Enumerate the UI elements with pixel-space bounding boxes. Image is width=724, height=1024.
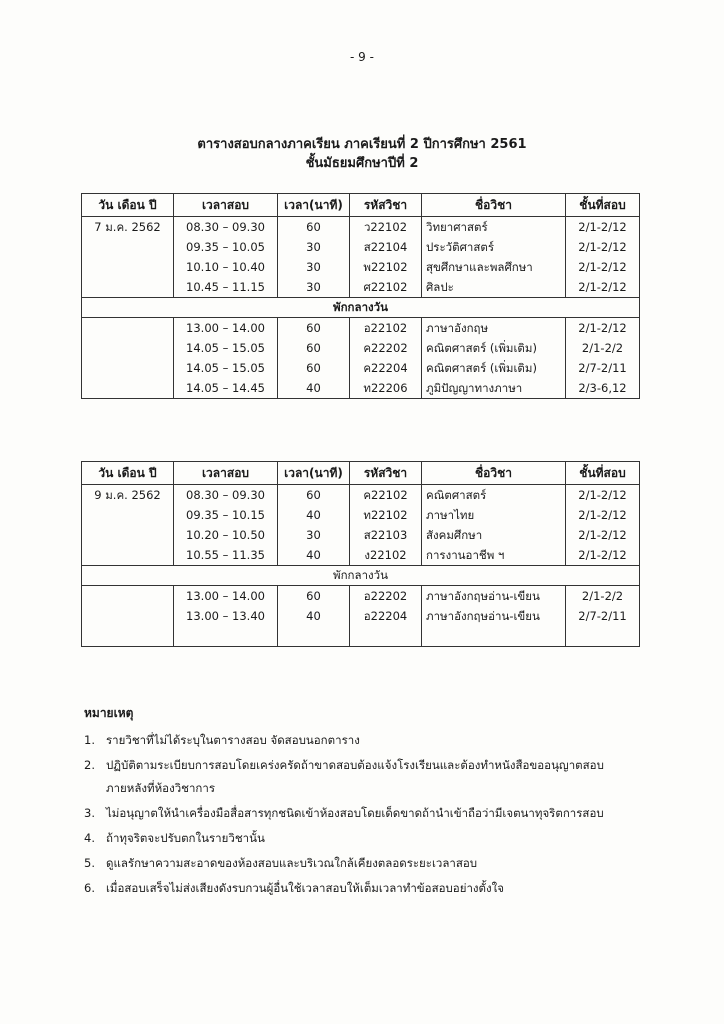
table-row <box>82 586 640 607</box>
note-text: ไม่อนุญาตให้นำเครื่องมือสื่อสารทุกชนิดเข้าห้องสอบโดยเด็ดขาดถ้านำเข้าถือว่ามีเจตนาทุจริตการสอบ <box>106 806 604 820</box>
header-date: วัน เดือน ปี <box>82 194 174 217</box>
subject-code: อ22204 <box>350 606 422 626</box>
table-row <box>82 217 640 238</box>
subject-name: ภาษาไทย <box>422 505 566 525</box>
table-row <box>82 237 640 257</box>
table-row <box>82 485 640 506</box>
subject-code: ท22206 <box>350 378 422 399</box>
note-number: 6. <box>84 881 95 895</box>
exam-time: 10.10 – 10.40 <box>174 257 278 277</box>
subject-code: พ22102 <box>350 257 422 277</box>
header-class: ชั้นที่สอบ <box>566 194 640 217</box>
header-time: เวลาสอบ <box>174 194 278 217</box>
table-row <box>82 318 640 339</box>
note-text: รายวิชาที่ไม่ได้ระบุในตารางสอบ จัดสอบนอกตาราง <box>106 733 360 747</box>
lunch-break-row <box>82 298 640 318</box>
subject-name: คณิตศาสตร์ <box>422 485 566 506</box>
table-row <box>82 338 640 358</box>
subject-code: ศ22102 <box>350 277 422 298</box>
subject-name: การงานอาชีพ ฯ <box>422 545 566 566</box>
subject-code: ค22202 <box>350 338 422 358</box>
lunch-break-row <box>82 566 640 586</box>
subject-name: วิทยาศาสตร์ <box>422 217 566 238</box>
exam-minutes: 30 <box>278 277 350 298</box>
table-row <box>82 505 640 525</box>
exam-minutes: 60 <box>278 586 350 607</box>
table-header-row <box>82 462 640 485</box>
subject-name: ภาษาอังกฤษ <box>422 318 566 339</box>
exam-time: 10.20 – 10.50 <box>174 525 278 545</box>
exam-class: 2/1-2/12 <box>566 217 640 238</box>
exam-date: 7 ม.ค. 2562 <box>82 217 174 238</box>
exam-schedule-table-day2 <box>81 461 640 647</box>
exam-class: 2/1-2/12 <box>566 525 640 545</box>
note-text: เมื่อสอบเสร็จไม่ส่งเสียงดังรบกวนผู้อื่นใช้เวลาสอบให้เต็มเวลาทำข้อสอบอย่างตั้งใจ <box>106 881 504 895</box>
exam-minutes: 60 <box>278 338 350 358</box>
subject-name: ศิลปะ <box>422 277 566 298</box>
subject-name: ภาษาอังกฤษอ่าน-เขียน <box>422 586 566 607</box>
note-text: ปฏิบัติตามระเบียบการสอบโดยเคร่งครัดถ้าขาดสอบต้องแจ้งโรงเรียนและต้องทำหนังสือขออนุญาตสอบ <box>106 758 604 772</box>
subject-name: ภูมิปัญญาทางภาษา <box>422 378 566 399</box>
header-class: ชั้นที่สอบ <box>566 462 640 485</box>
exam-time: 09.35 – 10.05 <box>174 237 278 257</box>
grade-level-title: ชั้นมัธยมศึกษาปีที่ 2 <box>305 156 419 171</box>
note-number: 1. <box>84 733 95 747</box>
exam-minutes: 60 <box>278 318 350 339</box>
exam-minutes: 30 <box>278 237 350 257</box>
subject-code: ค22204 <box>350 358 422 378</box>
exam-minutes: 40 <box>278 505 350 525</box>
table-row <box>82 378 640 399</box>
subject-name: ภาษาอังกฤษอ่าน-เขียน <box>422 606 566 626</box>
exam-time: 08.30 – 09.30 <box>174 485 278 506</box>
exam-class: 2/1-2/12 <box>566 485 640 506</box>
exam-class: 2/1-2/12 <box>566 318 640 339</box>
list-item <box>84 880 644 896</box>
subject-code: อ22202 <box>350 586 422 607</box>
subject-code: ว22102 <box>350 217 422 238</box>
header-minutes: เวลา(นาที) <box>278 194 350 217</box>
header-code: รหัสวิชา <box>350 194 422 217</box>
exam-class: 2/1-2/12 <box>566 505 640 525</box>
subject-code: ท22102 <box>350 505 422 525</box>
list-item <box>84 830 644 846</box>
exam-time: 10.45 – 11.15 <box>174 277 278 298</box>
page-number: - 9 - <box>350 50 374 64</box>
subject-code: ส22104 <box>350 237 422 257</box>
note-number: 3. <box>84 806 95 820</box>
exam-time: 13.00 – 14.00 <box>174 586 278 607</box>
schedule-title: ตารางสอบกลางภาคเรียน ภาคเรียนที่ 2 ปีการศึกษา 2561 <box>197 137 527 152</box>
subject-code: ส22103 <box>350 525 422 545</box>
note-number: 2. <box>84 758 95 772</box>
exam-class: 2/1-2/12 <box>566 257 640 277</box>
table-row <box>82 358 640 378</box>
note-number: 5. <box>84 856 95 870</box>
subject-name: สังคมศึกษา <box>422 525 566 545</box>
exam-schedule-table-day1 <box>81 193 640 399</box>
exam-class: 2/1-2/12 <box>566 237 640 257</box>
exam-time: 13.00 – 14.00 <box>174 318 278 339</box>
exam-time: 14.05 – 15.05 <box>174 338 278 358</box>
subject-name: คณิตศาสตร์ (เพิ่มเติม) <box>422 358 566 378</box>
table-row <box>82 257 640 277</box>
subject-name: สุขศึกษาและพลศึกษา <box>422 257 566 277</box>
table-header-row <box>82 194 640 217</box>
exam-minutes: 60 <box>278 485 350 506</box>
subject-code: อ22102 <box>350 318 422 339</box>
header-time: เวลาสอบ <box>174 462 278 485</box>
exam-class: 2/7-2/11 <box>566 358 640 378</box>
note-text: ถ้าทุจริตจะปรับตกในรายวิชานั้น <box>106 831 265 845</box>
list-item <box>84 732 644 748</box>
exam-minutes: 60 <box>278 217 350 238</box>
notes-title: หมายเหตุ <box>84 706 134 720</box>
exam-minutes: 40 <box>278 606 350 626</box>
note-text: ดูแลรักษาความสะอาดของห้องสอบและบริเวณใกล้เคียงตลอดระยะเวลาสอบ <box>106 856 478 870</box>
table-row <box>82 545 640 566</box>
list-item <box>84 757 644 796</box>
subject-code: ง22102 <box>350 545 422 566</box>
table-row <box>82 525 640 545</box>
table-row <box>82 606 640 626</box>
lunch-break-label: พักกลางวัน <box>82 566 640 586</box>
exam-class: 2/7-2/11 <box>566 606 640 626</box>
exam-class: 2/1-2/2 <box>566 338 640 358</box>
note-number: 4. <box>84 831 95 845</box>
note-text-continued: ภายหลังที่ห้องวิชาการ <box>106 781 216 795</box>
table-row <box>82 626 640 647</box>
exam-time: 09.35 – 10.15 <box>174 505 278 525</box>
list-item <box>84 855 644 871</box>
exam-minutes: 40 <box>278 545 350 566</box>
header-subject: ชื่อวิชา <box>422 462 566 485</box>
subject-name: คณิตศาสตร์ (เพิ่มเติม) <box>422 338 566 358</box>
header-minutes: เวลา(นาที) <box>278 462 350 485</box>
table-row <box>82 277 640 298</box>
exam-date: 9 ม.ค. 2562 <box>82 485 174 506</box>
exam-time: 10.55 – 11.35 <box>174 545 278 566</box>
exam-time: 14.05 – 15.05 <box>174 358 278 378</box>
exam-minutes: 60 <box>278 358 350 378</box>
exam-class: 2/1-2/2 <box>566 586 640 607</box>
exam-class: 2/1-2/12 <box>566 545 640 566</box>
exam-time: 14.05 – 14.45 <box>174 378 278 399</box>
header-code: รหัสวิชา <box>350 462 422 485</box>
exam-minutes: 30 <box>278 257 350 277</box>
subject-name: ประวัติศาสตร์ <box>422 237 566 257</box>
header-subject: ชื่อวิชา <box>422 194 566 217</box>
exam-minutes: 40 <box>278 378 350 399</box>
exam-time: 08.30 – 09.30 <box>174 217 278 238</box>
notes-section <box>84 704 644 905</box>
exam-class: 2/3-6,12 <box>566 378 640 399</box>
list-item <box>84 805 644 821</box>
lunch-break-label: พักกลางวัน <box>82 298 640 318</box>
exam-class: 2/1-2/12 <box>566 277 640 298</box>
exam-time: 13.00 – 13.40 <box>174 606 278 626</box>
subject-code: ค22102 <box>350 485 422 506</box>
exam-minutes: 30 <box>278 525 350 545</box>
header-date: วัน เดือน ปี <box>82 462 174 485</box>
